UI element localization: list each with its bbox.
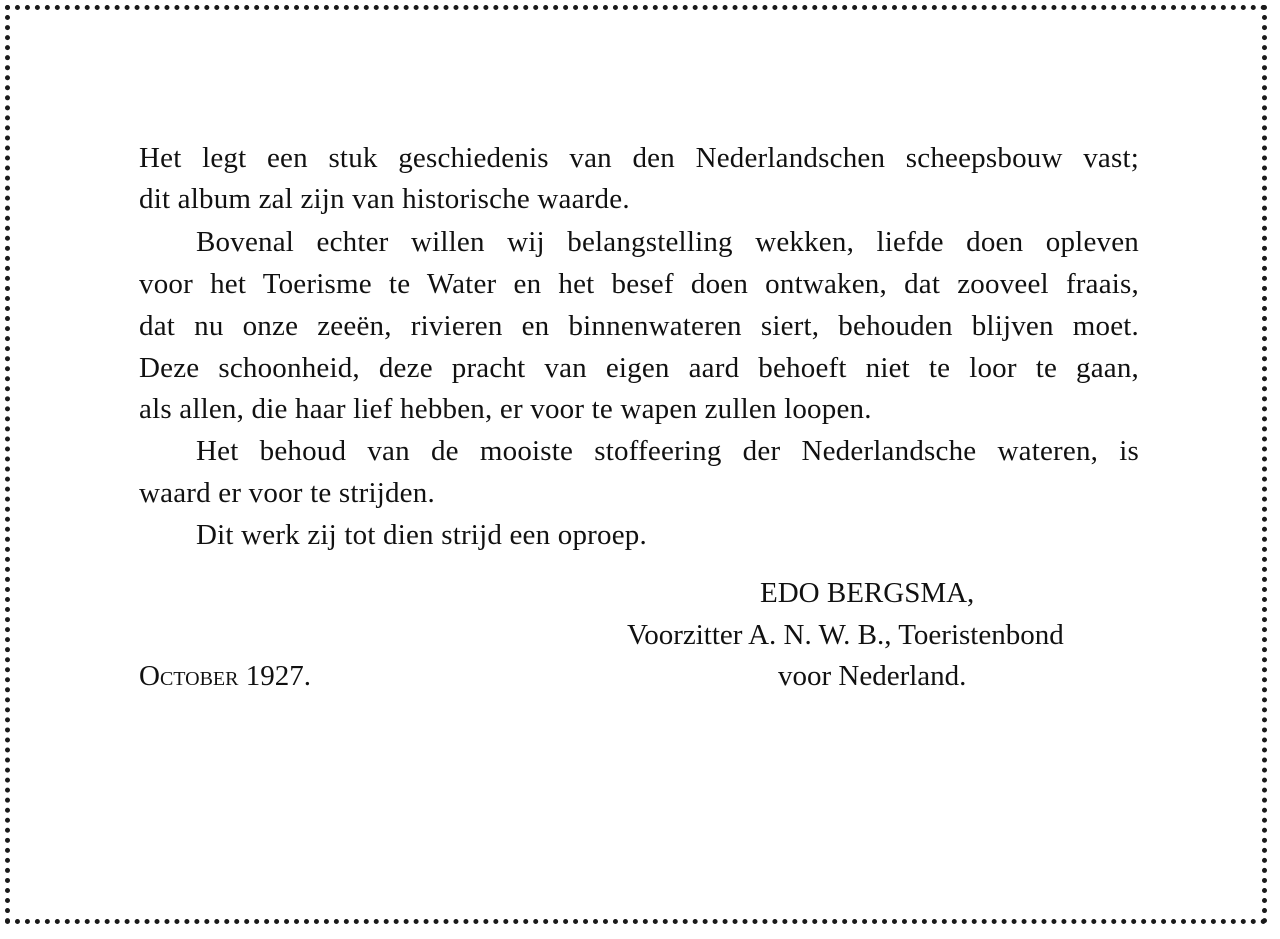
paragraph-4-line-1: Dit werk zij tot dien strijd een oproep.	[196, 519, 647, 551]
signature-name: EDO BERGSMA,	[760, 577, 975, 609]
paragraph-2-line-2: voor het Toerisme te Water en het besef doen ontwaken, dat zooveel fraais,	[139, 268, 1139, 300]
paragraph-1-line-2: dit album zal zijn van historische waarde.	[139, 183, 630, 215]
paragraph-2-line-4: Deze schoonheid, deze pracht van eigen aard behoeft niet te loor te gaan,	[139, 352, 1139, 384]
signature-title-line-1: Voorzitter A. N. W. B., Toeristenbond	[627, 619, 1064, 651]
paragraph-2-line-5: als allen, die haar lief hebben, er voor te wapen zullen loopen.	[139, 393, 872, 425]
paragraph-1-line-1: Het legt een stuk geschiedenis van den Nederlandschen scheepsbouw vast;	[139, 142, 1139, 174]
paragraph-2-line-3: dat nu onze zeeën, rivieren en binnenwateren siert, behouden blijven moet.	[139, 310, 1139, 342]
paragraph-3-line-2: waard er voor te strijden.	[139, 477, 435, 509]
letter-date: October 1927.	[139, 660, 311, 692]
paragraph-2-line-1: Bovenal echter willen wij belangstelling wekken, liefde doen opleven	[196, 226, 1139, 258]
paragraph-3-line-1: Het behoud van de mooiste stoffeering der Nederlandsche wateren, is	[196, 435, 1139, 467]
signature-title-line-2: voor Nederland.	[778, 660, 967, 692]
